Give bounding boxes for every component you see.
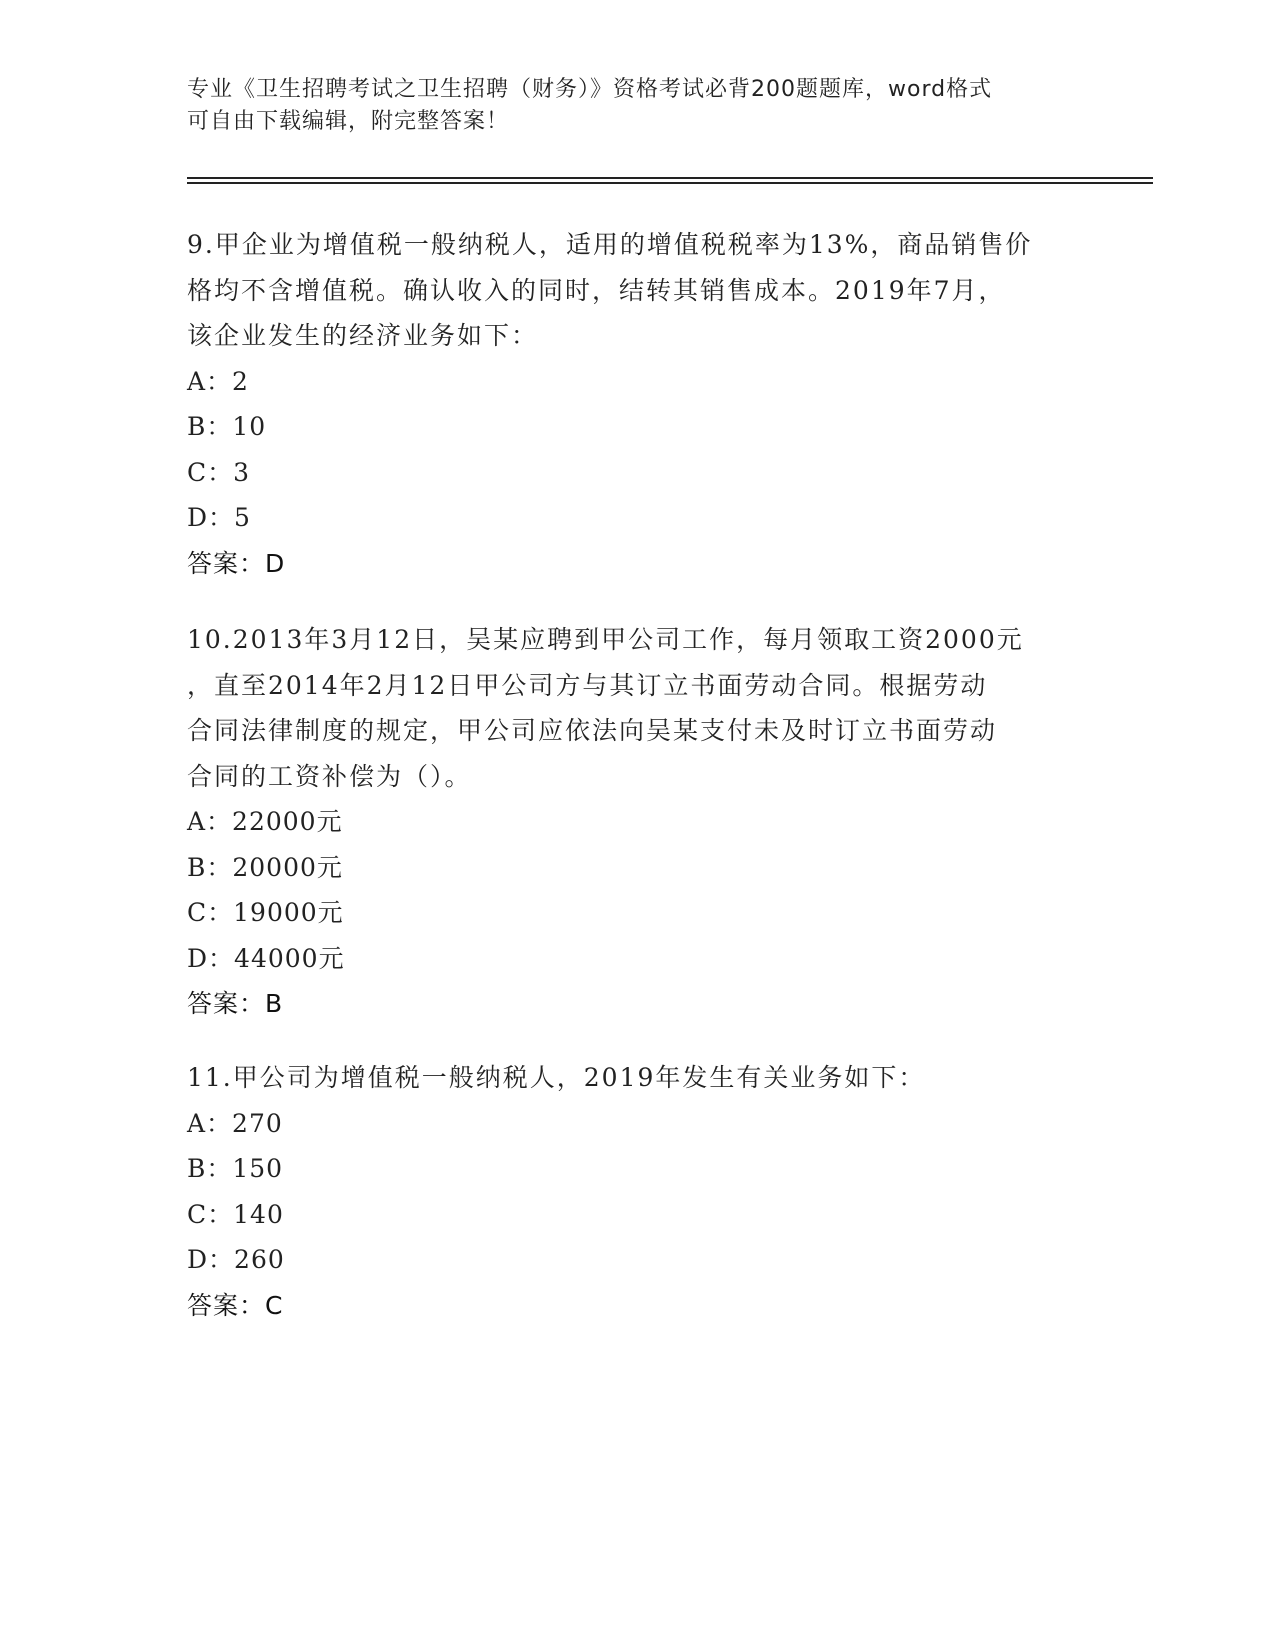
option-b: B：150 [187, 1154, 284, 1183]
question-text [187, 1055, 1087, 1101]
question-10 [187, 617, 1087, 1027]
question-line: ，直至2014年2月12日甲公司方与其订立书面劳动合同。根据劳动 [187, 670, 988, 700]
option-d: D：5 [187, 503, 251, 532]
option-c: C：140 [187, 1199, 284, 1229]
question-line: 11.甲公司为增值税一般纳税人，2019年发生有关业务如下： [187, 1063, 926, 1092]
answer-label: 答案：D [187, 548, 286, 578]
question-line: 合同法律制度的规定，甲公司应依法向吴某支付未及时订立书面劳动 [187, 716, 998, 745]
option-a: A：2 [187, 366, 249, 396]
question-line: 该企业发生的经济业务如下： [187, 321, 539, 350]
question-line: 合同的工资补偿为（）。 [187, 761, 472, 791]
option-a: A：22000元 [187, 807, 343, 836]
option-c: C：19000元 [187, 898, 344, 927]
option-b: B：20000元 [187, 852, 343, 882]
document-header [187, 74, 1087, 138]
header-divider-bottom [187, 182, 1153, 184]
question-line: 格均不含增值税。确认收入的同时，结转其销售成本。2019年7月， [187, 275, 1006, 305]
header-divider-top [187, 177, 1153, 179]
header-line: 可自由下载编辑，附完整答案！ [187, 109, 510, 134]
question-line: 10.2013年3月12日，吴某应聘到甲公司工作，每月领取工资2000元 [187, 625, 1024, 654]
question-line: 9.甲企业为增值税一般纳税人，适用的增值税税率为13%，商品销售价 [187, 230, 1033, 259]
option-d: D：44000元 [187, 943, 345, 973]
question-9 [187, 222, 1087, 586]
answer-label: 答案：C [187, 1290, 284, 1320]
question-11 [187, 1055, 1087, 1328]
question-text [187, 222, 1087, 359]
option-a: A：270 [187, 1108, 283, 1138]
option-d: D：260 [187, 1245, 285, 1274]
question-text [187, 617, 1087, 799]
option-b: B：10 [187, 412, 267, 441]
header-line: 专业《卫生招聘考试之卫生招聘（财务）》资格考试必背200题题库，word格式 [187, 77, 993, 102]
option-c: C：3 [187, 457, 251, 487]
answer-label: 答案：B [187, 989, 284, 1018]
